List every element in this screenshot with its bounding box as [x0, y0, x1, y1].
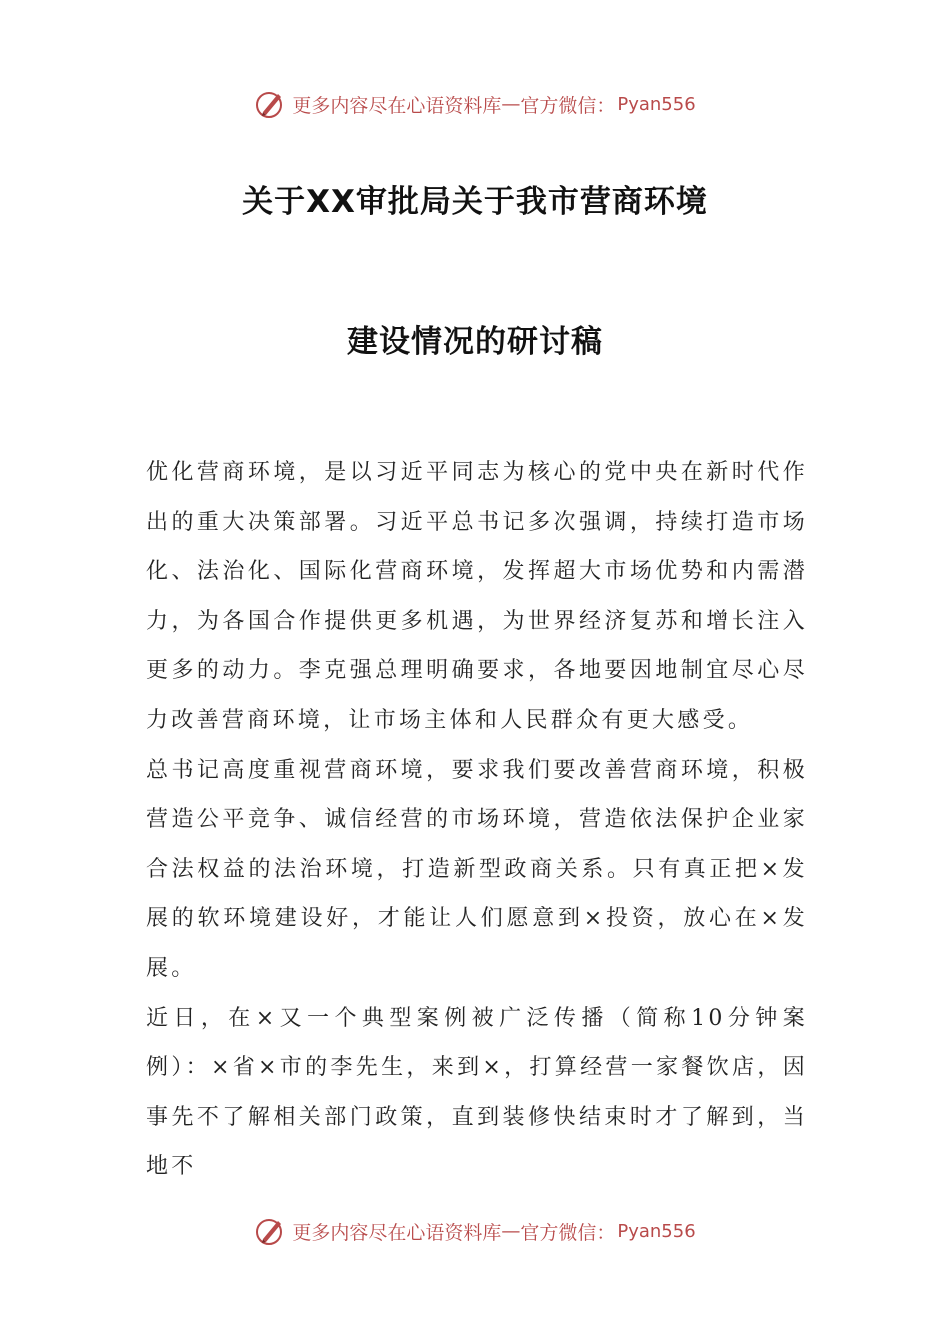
watermark-wechat-id: Pyan556 [617, 1220, 696, 1242]
pen-circle-icon [254, 88, 286, 120]
watermark-wechat-id: Pyan556 [617, 93, 696, 115]
document-title-line-2: 建设情况的研讨稿 [347, 324, 603, 360]
pen-circle-icon [254, 1215, 286, 1247]
document-body [146, 448, 808, 1192]
document-title-line-1: 关于XX审批局关于我市营商环境 [242, 184, 708, 220]
watermark-wechat-label: 官方微信： [520, 94, 616, 117]
header-watermark [0, 84, 950, 124]
watermark-text: 更多内容尽在心语资料库 [292, 94, 502, 117]
paragraph-1: 优化营商环境，是以习近平同志为核心的党中央在新时代作出的重大决策部署。习近平总书记多次强调，持续打造市场化、法治化、国际化营商环境，发挥超大市场优势和内需潜力，为各国合作提供更多机遇，为世界经济复苏和增长注入更多的动力。李克强总理明确要求，各地要因地制宜尽心尽力改善营商环境，让市场主体和人民群众有更大感受。 [146, 460, 808, 733]
paragraph-3: 近日，在×又一个典型案例被广泛传播（简称10分钟案例）：×省×市的李先生，来到×，打算经营一家餐饮店，因事先不了解相关部门政策，直到装修快结束时才了解到，当地不 [146, 1005, 808, 1180]
watermark-text: 更多内容尽在心语资料库 [292, 1221, 502, 1244]
paragraph-2: 总书记高度重视营商环境，要求我们要改善营商环境，积极营造公平竞争、诚信经营的市场环境，营造依法保护企业家合法权益的法治环境，打造新型政商关系。只有真正把×发展的软环境建设好，才能让人们愿意到×投资，放心在×发展。 [146, 757, 808, 981]
watermark-separator: — [501, 1220, 521, 1242]
watermark-wechat-label: 官方微信： [520, 1221, 616, 1244]
watermark-separator: — [501, 93, 521, 115]
footer-watermark [0, 1211, 950, 1251]
